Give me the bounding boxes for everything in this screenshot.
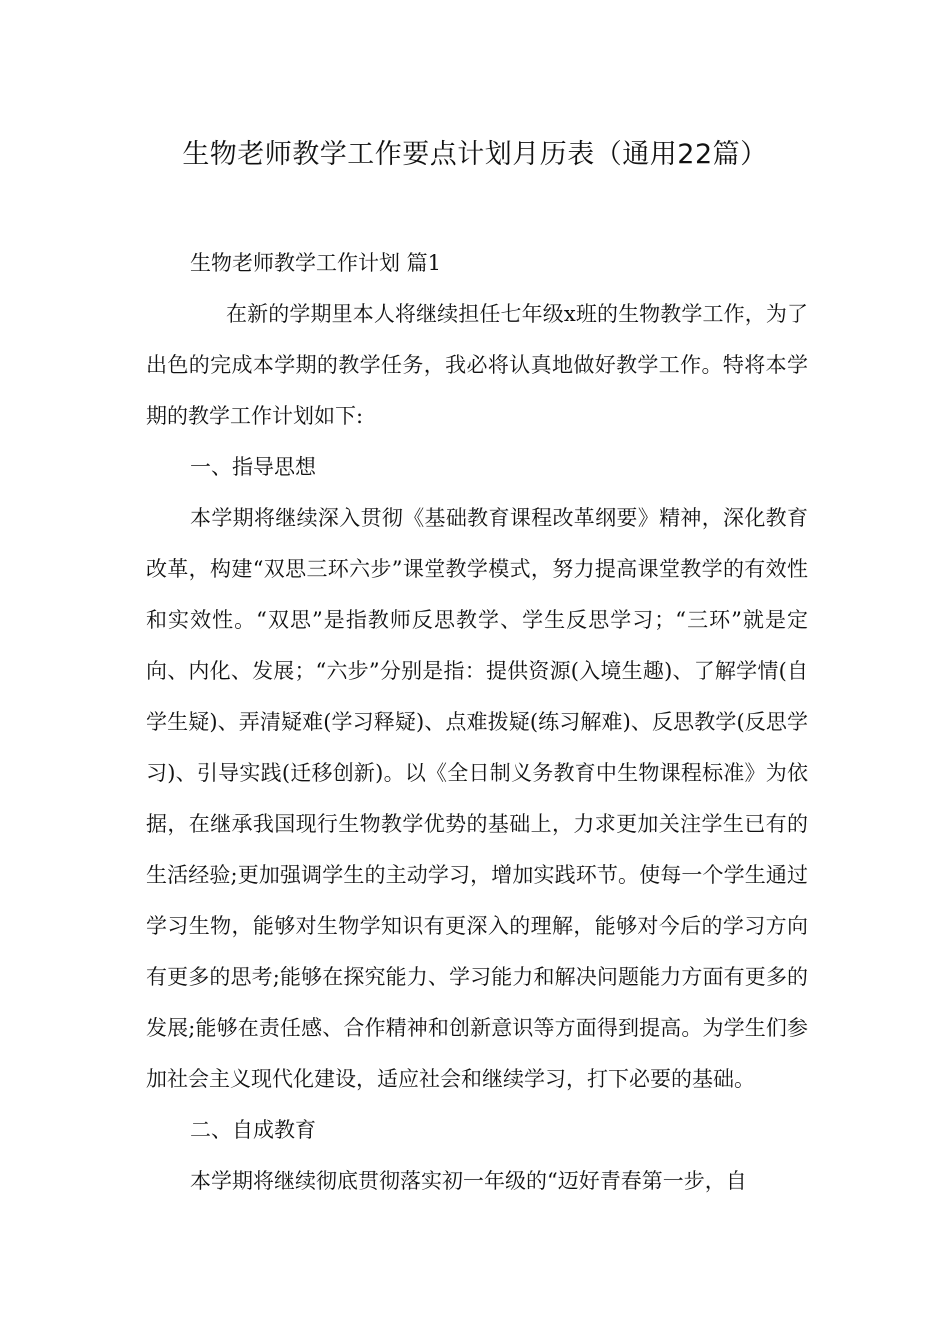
intro-paragraph: 在新的学期里本人将继续担任七年级x班的生物教学工作，为了出色的完成本学期的教学任务，我必将认真地做好教学工作。特将本学期的教学工作计划如下: xyxy=(146,302,808,428)
heading-self-education: 二、自成教育 xyxy=(190,1118,316,1142)
paragraph-self-education: 本学期将继续彻底贯彻落实初一年级的“迈好青春第一步，自 xyxy=(190,1169,747,1193)
document-title: 生物老师教学工作要点计划月历表（通用22篇） xyxy=(182,139,768,170)
section-heading: 生物老师教学工作计划 篇1 xyxy=(190,251,442,275)
document-body xyxy=(146,238,808,1207)
heading-guiding-ideology: 一、指导思想 xyxy=(190,455,316,479)
paragraph-guiding-ideology: 本学期将继续深入贯彻《基础教育课程改革纲要》精神，深化教育改革，构建“双思三环六步”课堂教学模式，努力提高课堂教学的有效性和实效性。“双思”是指教师反思教学、学生反思学习；“三环”就是定向、内化、发展；“六步”分别是指：提供资源(入境生趣)、了解学情(自学生疑)、弄清疑难(学习释疑)、点难拨疑(练习解难)、反思教学(反思学习)、引导实践(迁移创新)。以《全日制义务教育中生物课程标准》为依据，在继承我国现行生物教学优势的基础上，力求更加关注学生已有的生活经验;更加强调学生的主动学习，增加实践环节。使每一个学生通过学习生物，能够对生物学知识有更深入的理解，能够对今后的学习方向有更多的思考;能够在探究能力、学习能力和解决问题能力方面有更多的发展;能够在责任感、合作精神和创新意识等方面得到提高。为学生们参加社会主义现代化建设，适应社会和继续学习，打下必要的基础。 xyxy=(146,506,808,1091)
